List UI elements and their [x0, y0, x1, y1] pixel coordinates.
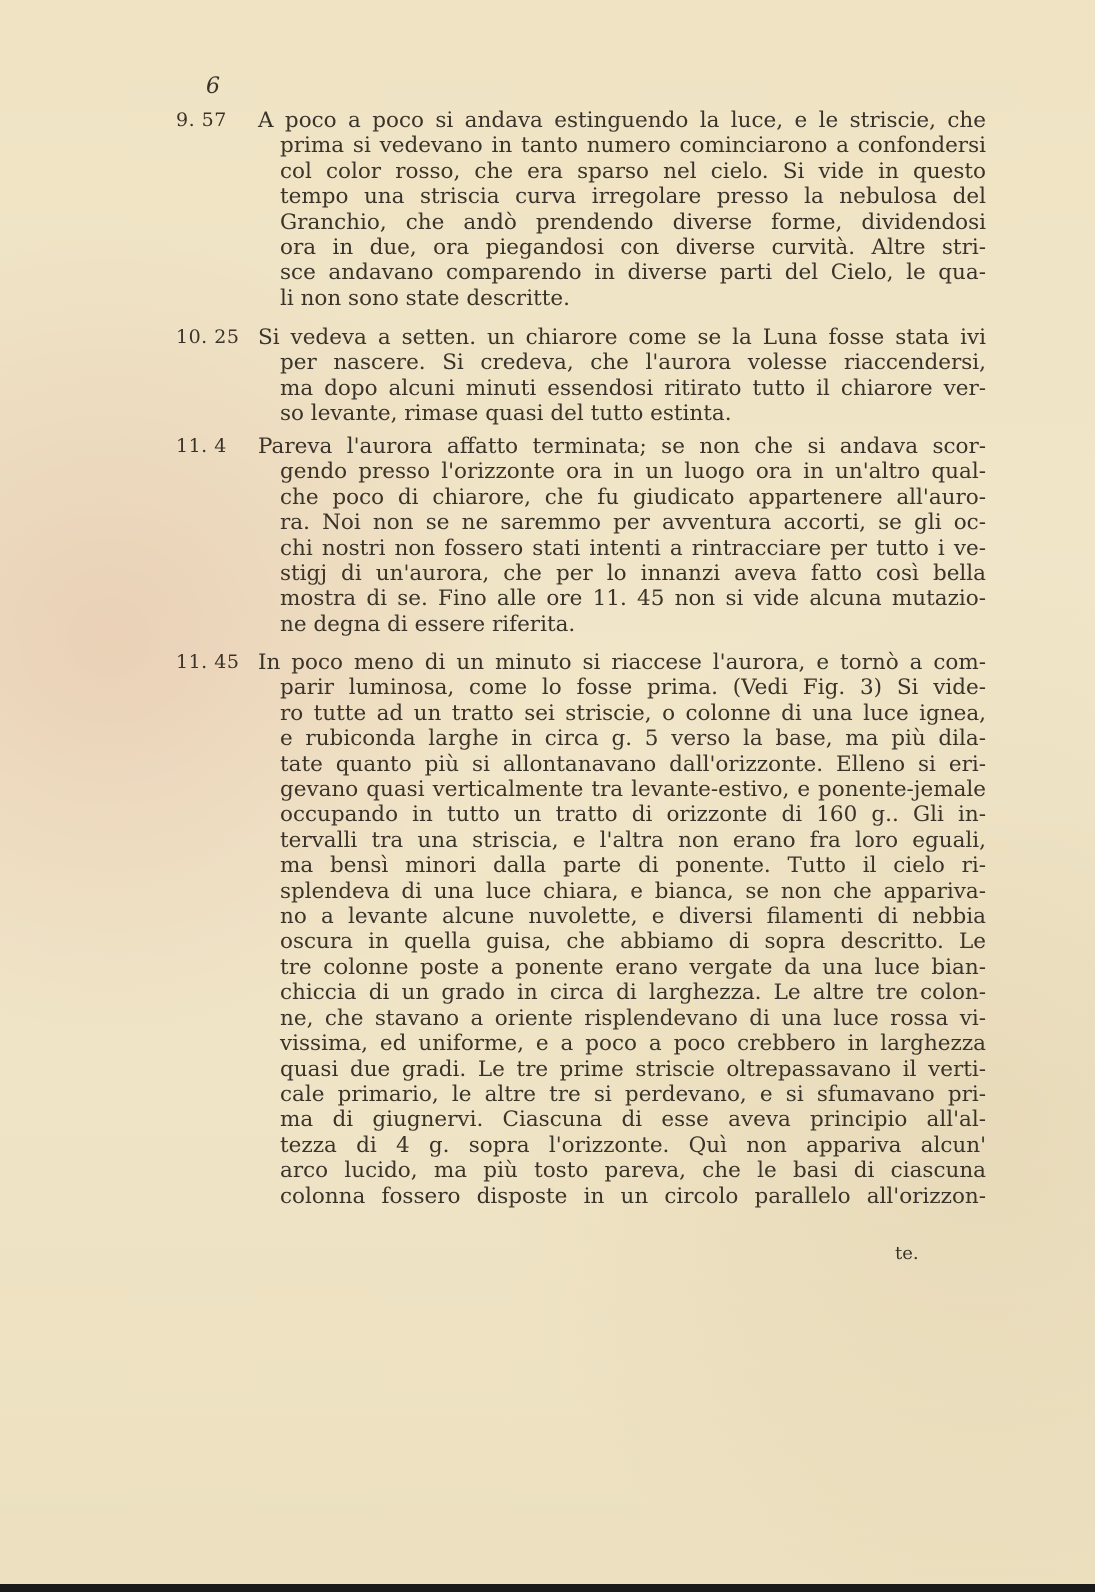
- text-line: ra. Noi non se ne saremmo per avventura accorti, se gli oc-: [280, 510, 986, 536]
- text-line: stigj di un'aurora, che per lo innanzi aveva fatto così bella: [280, 561, 986, 587]
- text-line: occupando in tutto un tratto di orizzonte di 160 g.. Gli in-: [280, 802, 986, 828]
- entry-text: [258, 434, 986, 637]
- text-line: chi nostri non fossero stati intenti a rintracciare per tutto i ve-: [280, 535, 986, 561]
- text-line: ne, che stavano a oriente risplendevano di una luce rossa vi-: [280, 1005, 986, 1031]
- text-line: col color rosso, che era sparso nel cielo. Si vide in questo: [280, 158, 986, 184]
- entry-time: 10. 25: [176, 326, 240, 348]
- text-line: cale primario, le altre tre si perdevano, e si sfumavano pri-: [280, 1081, 986, 1107]
- catchword: te.: [895, 1243, 919, 1264]
- entry-text: [258, 325, 986, 427]
- scan-bottom-edge: [0, 1584, 1095, 1592]
- entry-time: 11. 45: [176, 651, 240, 673]
- text-line: A poco a poco si andava estinguendo la luce, e le striscie, che: [258, 108, 986, 133]
- text-line: no a levante alcune nuvolette, e diversi filamenti di nebbia: [280, 904, 986, 930]
- text-line: tempo una striscia curva irregolare presso la nebulosa del: [280, 184, 986, 210]
- entry-time: 11. 4: [176, 435, 227, 457]
- entry-text: [258, 108, 986, 311]
- text-line: splendeva di una luce chiara, e bianca, se non che appariva-: [280, 878, 986, 904]
- text-line: ma bensì minori dalla parte di ponente. Tutto il cielo ri-: [280, 853, 986, 879]
- entry-text: [258, 650, 986, 1209]
- text-line: per nascere. Si credeva, che l'aurora volesse riaccendersi,: [280, 350, 986, 376]
- text-line: e rubiconda larghe in circa g. 5 verso la base, ma più dila-: [280, 726, 986, 752]
- text-line: li non sono state descritte.: [280, 285, 570, 311]
- text-line: parir luminosa, come lo fosse prima. (Vedi Fig. 3) Si vide-: [280, 675, 986, 701]
- text-line: tre colonne poste a ponente erano vergate da una luce bian-: [280, 954, 986, 980]
- text-line: chiccia di un grado in circa di larghezza. Le altre tre colon-: [280, 980, 986, 1006]
- text-line: colonna fossero disposte in un circolo parallelo all'orizzon-: [280, 1183, 986, 1209]
- text-line: ne degna di essere riferita.: [280, 611, 576, 637]
- text-line: sce andavano comparendo in diverse parti del Cielo, le qua-: [280, 260, 986, 286]
- text-line: ma di giugnervi. Ciascuna di esse aveva principio all'al-: [280, 1107, 986, 1133]
- text-line: Pareva l'aurora affatto terminata; se non che si andava scor-: [258, 434, 986, 459]
- text-line: arco lucido, ma più tosto pareva, che le basi di ciascuna: [280, 1158, 986, 1184]
- text-line: so levante, rimase quasi del tutto estinta.: [280, 401, 732, 427]
- text-line: gevano quasi verticalmente tra levante-estivo, e ponente-jemale: [280, 777, 986, 803]
- text-line: In poco meno di un minuto si riaccese l'aurora, e tornò a com-: [258, 650, 986, 675]
- entry-time: 9. 57: [176, 109, 227, 131]
- text-line: tervalli tra una striscia, e l'altra non erano fra loro eguali,: [280, 827, 986, 853]
- text-line: quasi due gradi. Le tre prime striscie oltrepassavano il verti-: [280, 1056, 986, 1082]
- text-line: ora in due, ora piegandosi con diverse curvità. Altre stri-: [280, 235, 986, 261]
- page-number: 6: [206, 74, 220, 99]
- text-line: oscura in quella guisa, che abbiamo di sopra descritto. Le: [280, 929, 986, 955]
- text-line: tezza di 4 g. sopra l'orizzonte. Quì non appariva alcun': [280, 1132, 986, 1158]
- text-line: mostra di se. Fino alle ore 11. 45 non si vide alcuna mutazio-: [280, 586, 986, 612]
- text-line: prima si vedevano in tanto numero cominciarono a confondersi: [280, 133, 986, 159]
- text-line: Granchio, che andò prendendo diverse forme, dividendosi: [280, 209, 986, 235]
- text-line: ro tutte ad un tratto sei striscie, o colonne di una luce ignea,: [280, 700, 986, 726]
- text-line: vissima, ed uniforme, e a poco a poco crebbero in larghezza: [280, 1031, 986, 1057]
- text-line: Si vedeva a setten. un chiarore come se la Luna fosse stata ivi: [258, 325, 986, 350]
- text-line: ma dopo alcuni minuti essendosi ritirato tutto il chiarore ver-: [280, 375, 986, 401]
- text-line: che poco di chiarore, che fu giudicato appartenere all'auro-: [280, 484, 986, 510]
- text-line: gendo presso l'orizzonte ora in un luogo ora in un'altro qual-: [280, 459, 986, 485]
- text-line: tate quanto più si allontanavano dall'orizzonte. Elleno si eri-: [280, 751, 986, 777]
